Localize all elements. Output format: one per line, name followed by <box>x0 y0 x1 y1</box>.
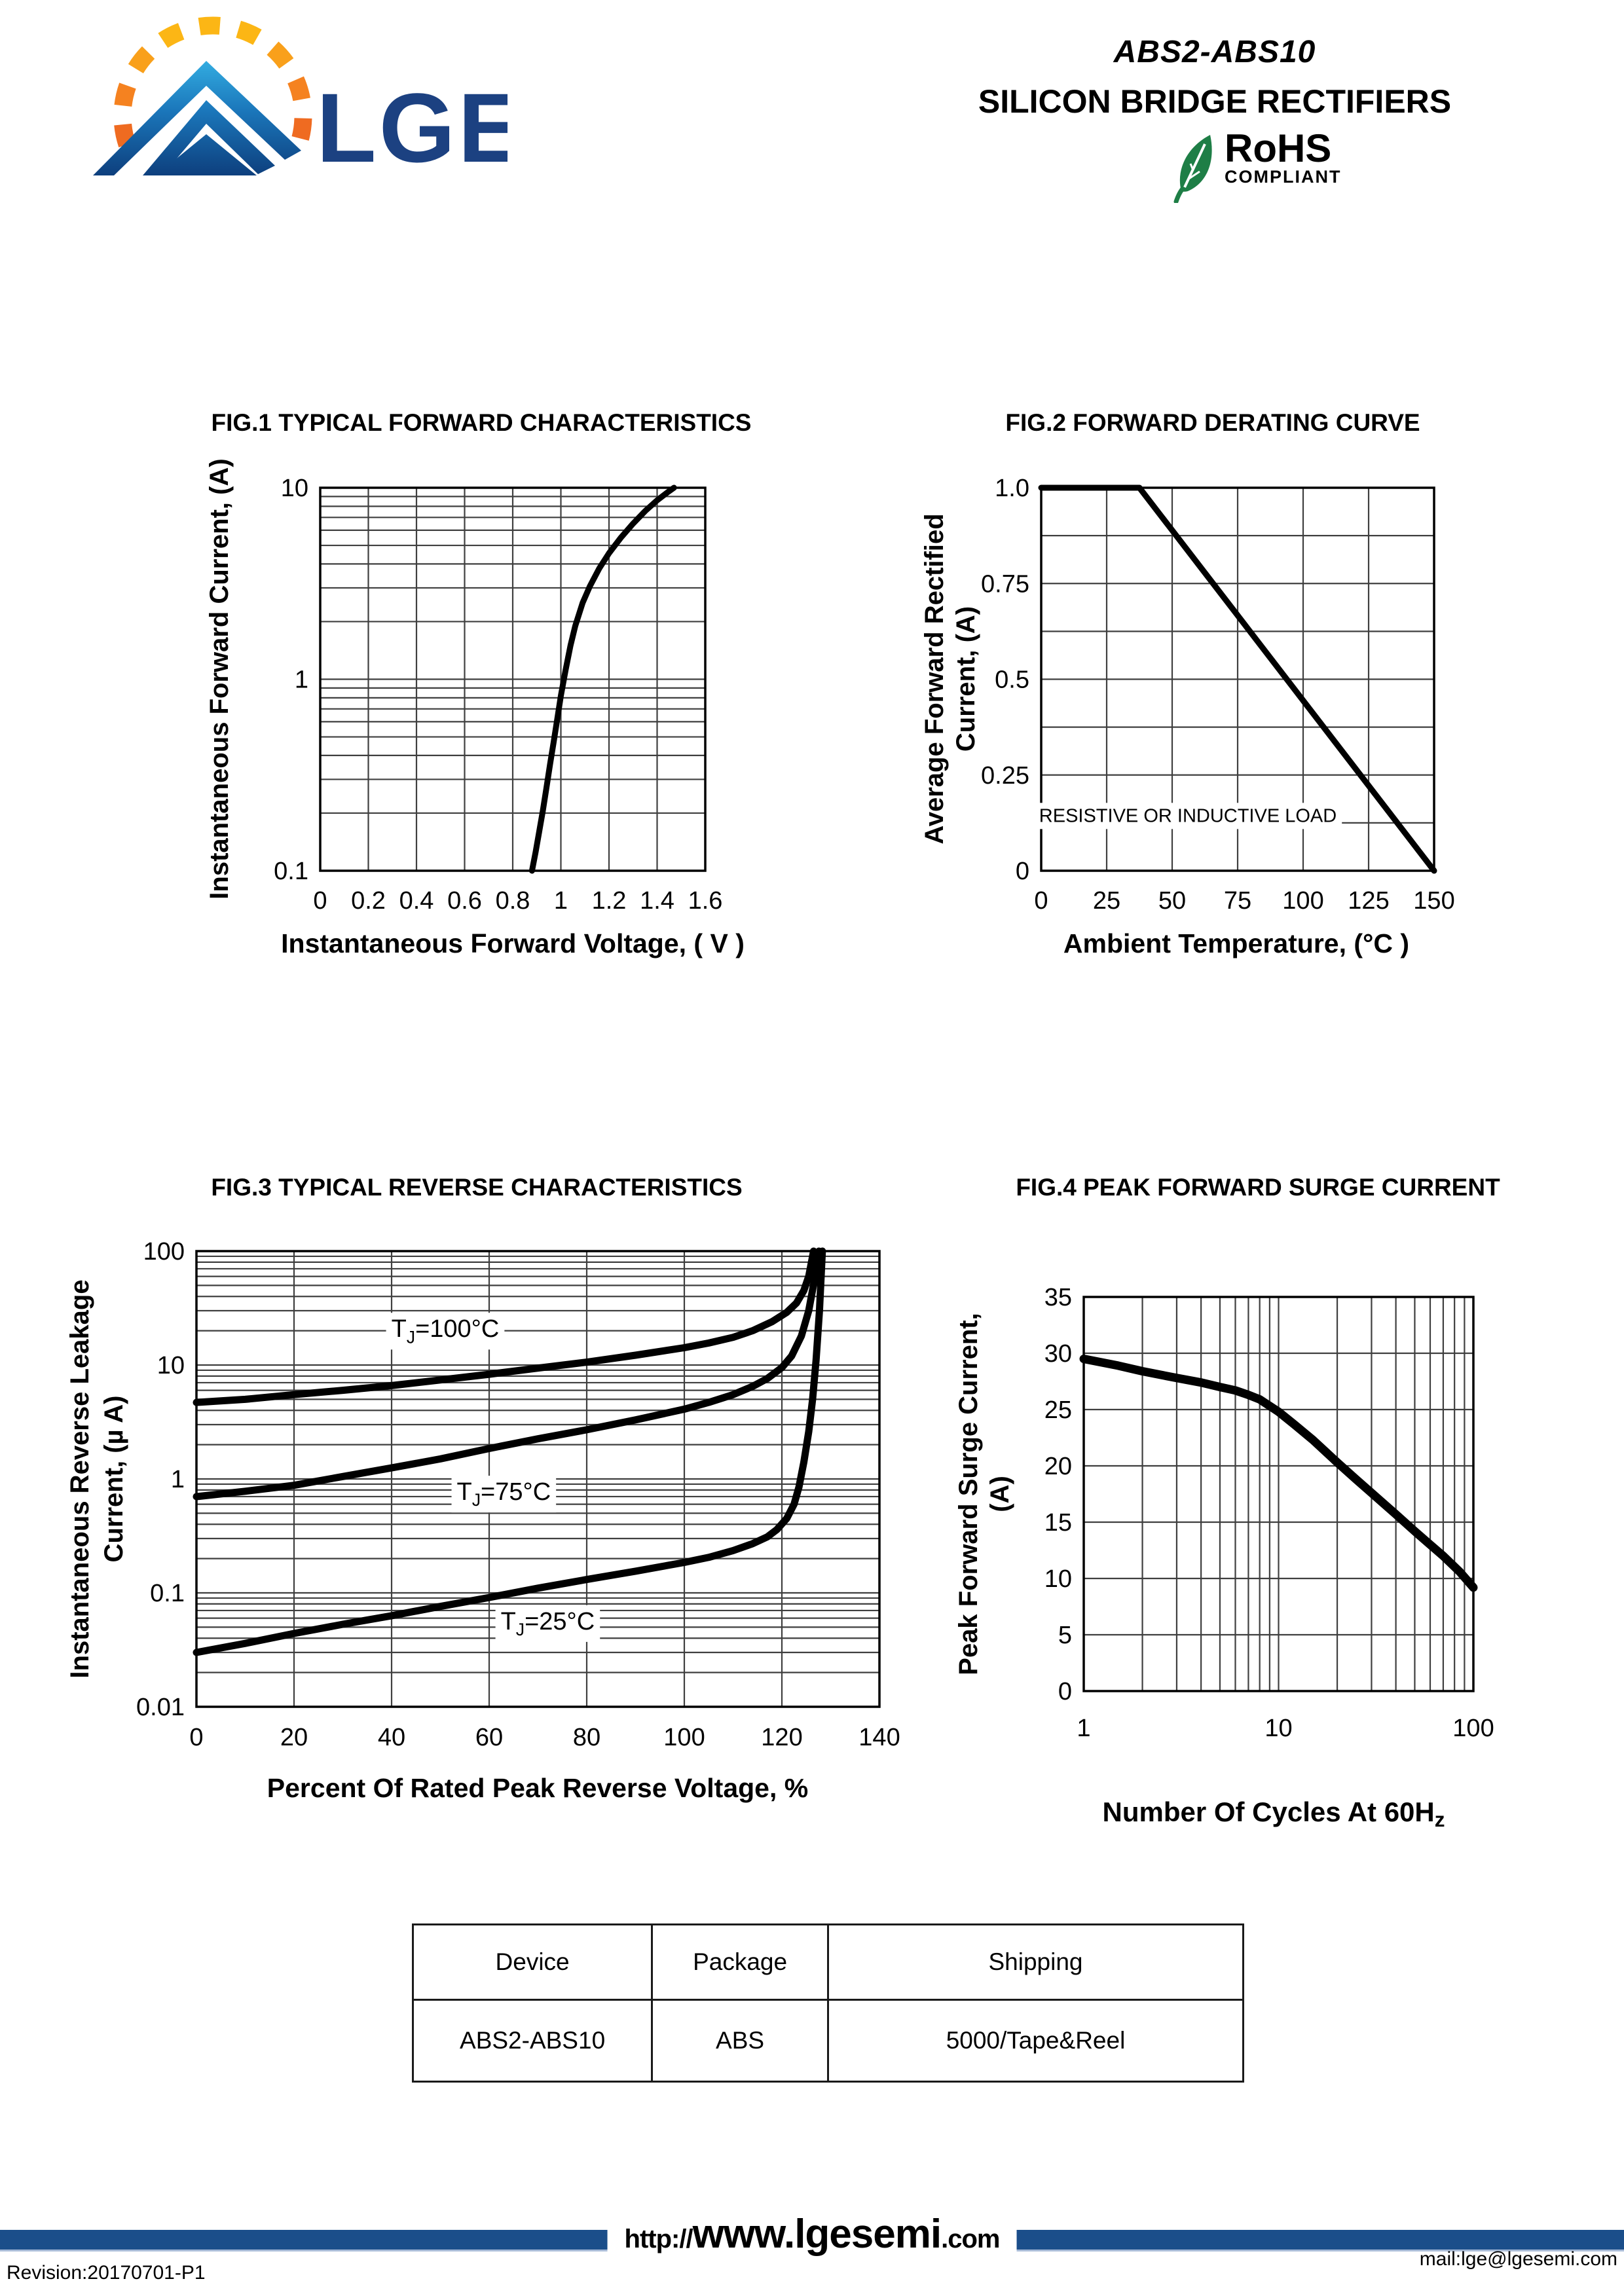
svg-text:100: 100 <box>143 1238 185 1266</box>
svg-text:0.25: 0.25 <box>981 761 1029 790</box>
fig3 <box>65 1174 900 1803</box>
svg-text:1.4: 1.4 <box>640 887 674 915</box>
svg-text:5: 5 <box>1058 1622 1072 1649</box>
svg-text:FIG.4 PEAK FORWARD SURGE CURRE: FIG.4 PEAK FORWARD SURGE CURRENT <box>1016 1174 1500 1201</box>
part-range-title: ABS2-ABS10 <box>1113 35 1316 69</box>
svg-text:10: 10 <box>1044 1565 1072 1593</box>
svg-text:0.6: 0.6 <box>447 887 482 915</box>
svg-text:RESISTIVE OR INDUCTIVE LOAD: RESISTIVE OR INDUCTIVE LOAD <box>1039 805 1337 827</box>
col-header-device: Device <box>413 1925 652 2000</box>
svg-text:Number Of Cycles At 60Hz: Number Of Cycles At 60Hz <box>1102 1796 1445 1831</box>
svg-text:1.0: 1.0 <box>995 475 1029 502</box>
svg-text:0: 0 <box>189 1724 204 1751</box>
svg-text:1: 1 <box>294 666 308 694</box>
svg-text:Current, (µ A): Current, (µ A) <box>100 1395 128 1563</box>
revision-label: Revision:20170701-P1 <box>7 2262 206 2284</box>
svg-text:75: 75 <box>1223 887 1252 915</box>
fig2 <box>920 409 1455 958</box>
svg-text:125: 125 <box>1348 887 1390 915</box>
svg-text:Current, (A): Current, (A) <box>951 606 980 752</box>
svg-text:Average Forward Rectified: Average Forward Rectified <box>920 513 949 845</box>
svg-text:15: 15 <box>1044 1509 1072 1537</box>
svg-text:Instantaneous Forward Current,: Instantaneous Forward Current, (A) <box>205 458 234 900</box>
svg-text:30: 30 <box>1044 1340 1072 1368</box>
svg-text:Instantaneous Forward Voltage,: Instantaneous Forward Voltage, ( V ) <box>281 928 745 958</box>
svg-text:0.2: 0.2 <box>351 887 386 915</box>
svg-text:0: 0 <box>313 887 327 915</box>
product-title: SILICON BRIDGE RECTIFIERS <box>978 83 1452 120</box>
cell-package: ABS <box>652 2000 828 2082</box>
url-suffix: .com <box>941 2225 1000 2253</box>
svg-text:0: 0 <box>1034 887 1048 915</box>
svg-text:1: 1 <box>1077 1715 1091 1742</box>
svg-text:35: 35 <box>1044 1284 1072 1311</box>
svg-text:Peak Forward Surge Current,: Peak Forward Surge Current, <box>954 1313 983 1675</box>
svg-text:FIG.2 FORWARD DERATING CURVE: FIG.2 FORWARD DERATING CURVE <box>1005 409 1420 436</box>
fig4 <box>954 1174 1500 1831</box>
svg-text:0.75: 0.75 <box>981 570 1029 598</box>
ordering-table <box>412 1923 1244 2083</box>
svg-text:0: 0 <box>1058 1678 1072 1705</box>
svg-text:10: 10 <box>280 475 308 502</box>
svg-text:0.1: 0.1 <box>274 858 308 885</box>
table-header-row <box>413 1925 1244 2000</box>
svg-text:TJ=100°C: $T_J=100^\circ C$ <box>391 1315 500 1347</box>
svg-text:0.5: 0.5 <box>995 666 1029 694</box>
svg-text:25: 25 <box>1092 887 1121 915</box>
svg-text:FIG.3 TYPICAL REVERSE CHARACTE: FIG.3 TYPICAL REVERSE CHARACTERISTICS <box>211 1174 743 1201</box>
rohs-compliant-label: COMPLIANT <box>1225 167 1342 187</box>
col-header-package: Package <box>652 1925 828 2000</box>
fig3-tj-100c <box>196 1251 813 1402</box>
svg-text:TJ=25°C: $T_J=25^\circ C$ <box>500 1607 595 1639</box>
svg-text:100: 100 <box>1452 1715 1494 1742</box>
svg-text:(A): (A) <box>986 1476 1014 1512</box>
svg-text:80: 80 <box>572 1724 601 1751</box>
svg-text:150: 150 <box>1413 887 1455 915</box>
svg-text:0.4: 0.4 <box>399 887 434 915</box>
svg-text:FIG.1 TYPICAL FORWARD CHARACTE: FIG.1 TYPICAL FORWARD CHARACTERISTICS <box>211 409 752 436</box>
url-main: www.lgesemi <box>692 2212 942 2257</box>
mail-label: mail:lge@lgesemi.com <box>1419 2248 1617 2270</box>
brand-text: LGE <box>316 73 507 183</box>
svg-text:1.2: 1.2 <box>591 887 627 915</box>
rohs-label: RoHS <box>1225 126 1332 170</box>
fig1 <box>205 409 752 958</box>
svg-text:0: 0 <box>1015 858 1029 885</box>
svg-text:140: 140 <box>858 1724 900 1751</box>
col-header-shipping: Shipping <box>828 1925 1243 2000</box>
table-row <box>413 2000 1244 2082</box>
svg-text:0.8: 0.8 <box>495 887 530 915</box>
svg-text:25: 25 <box>1044 1396 1072 1424</box>
cell-shipping: 5000/Tape&Reel <box>828 2000 1243 2082</box>
cell-device: ABS2-ABS10 <box>413 2000 652 2082</box>
svg-text:0.01: 0.01 <box>136 1694 185 1721</box>
svg-text:50: 50 <box>1158 887 1187 915</box>
svg-text:60: 60 <box>475 1724 504 1751</box>
url-prefix: http:// <box>624 2225 693 2253</box>
svg-text:100: 100 <box>663 1724 705 1751</box>
svg-text:1: 1 <box>553 887 568 915</box>
svg-text:100: 100 <box>1282 887 1324 915</box>
svg-text:TJ=75°C: $T_J=75^\circ C$ <box>456 1478 551 1510</box>
svg-text:Percent Of Rated Peak Reverse: Percent Of Rated Peak Reverse Voltage, % <box>267 1773 809 1803</box>
svg-text:1.6: 1.6 <box>688 887 723 915</box>
svg-text:Ambient Temperature, (°C ): Ambient Temperature, (°C ) <box>1063 928 1410 958</box>
svg-text:1: 1 <box>170 1466 185 1493</box>
svg-text:20: 20 <box>280 1724 308 1751</box>
svg-text:10: 10 <box>1264 1715 1293 1742</box>
svg-text:120: 120 <box>761 1724 803 1751</box>
svg-text:0.1: 0.1 <box>150 1580 185 1607</box>
svg-text:40: 40 <box>377 1724 406 1751</box>
svg-text:20: 20 <box>1044 1453 1072 1480</box>
svg-text:10: 10 <box>157 1352 185 1379</box>
website-url <box>608 2214 1017 2255</box>
svg-text:Instantaneous Reverse Leakage: Instantaneous Reverse Leakage <box>65 1279 94 1679</box>
